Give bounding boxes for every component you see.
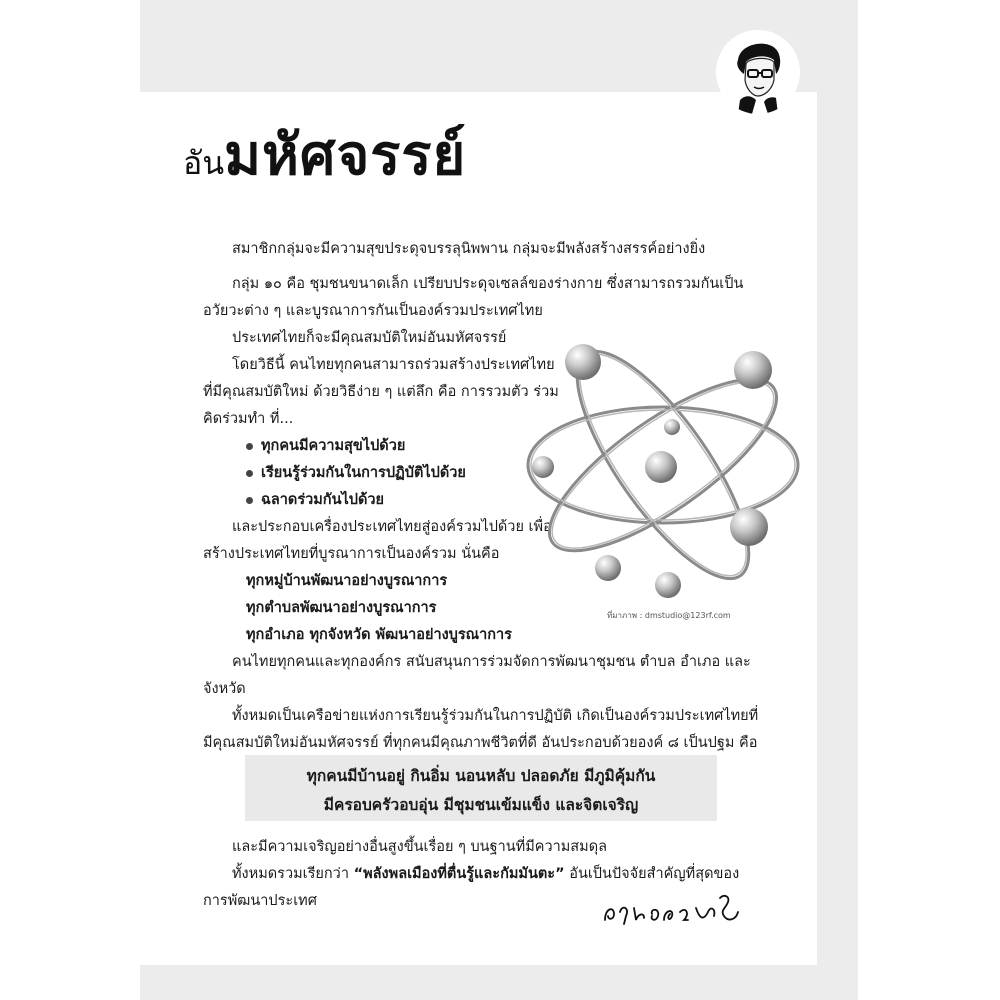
paragraph-line: ประเทศไทยก็จะมีคุณสมบัติใหม่อันมหัศจรรย์ — [232, 330, 507, 346]
title-prefix: อัน — [183, 144, 225, 182]
paragraph-line: ที่มีคุณสมบัติใหม่ ด้วยวิธีง่าย ๆ แต่ลึก คือ การรวมตัว ร่วม — [203, 384, 559, 400]
bullet-text: ฉลาดร่วมกันไปด้วย — [261, 492, 385, 508]
bullet-item — [246, 487, 384, 513]
paragraph-line: คนไทยทุกคนและทุกองค์กร สนับสนุนการร่วมจัดการพัฒนาชุมชน ตำบล อำเภอ และ — [232, 654, 751, 670]
image-credit: ที่มาภาพ : dmstudio@123rf.com — [607, 611, 731, 620]
atom-illustration — [525, 325, 810, 615]
paragraph-line: คิดร่วมทำ ที่... — [203, 411, 294, 427]
text-segment: ทั้งหมดรวมเรียกว่า — [232, 866, 354, 882]
paragraph-line: สร้างประเทศไทยที่บูรณาการเป็นองค์รวม นั่นคือ — [203, 546, 500, 562]
paragraph-line — [232, 861, 739, 887]
highlight-box — [245, 755, 717, 821]
bold-line: ทุกตำบลพัฒนาอย่างบูรณาการ — [246, 600, 437, 616]
bullet-dot-icon — [246, 497, 253, 504]
paragraph-line: โดยวิธีนี้ คนไทยทุกคนสามารถร่วมสร้างประเทศไทย — [232, 357, 555, 373]
paragraph-line: ทั้งหมดเป็นเครือข่ายแห่งการเรียนรู้ร่วมกันในการปฏิบัติ เกิดเป็นองค์รวมประเทศไทยที่ — [232, 708, 759, 724]
bullet-dot-icon — [246, 443, 253, 450]
bold-line: ทุกอำเภอ ทุกจังหวัด พัฒนาอย่างบูรณาการ — [246, 627, 512, 643]
text-segment: อันเป็นปัจจัยสำคัญที่สุดของ — [564, 866, 740, 882]
bold-line: ทุกหมู่บ้านพัฒนาอย่างบูรณาการ — [246, 573, 448, 589]
bullet-item — [246, 433, 405, 459]
paragraph-line: อวัยวะต่าง ๆ และบูรณาการกันเป็นองค์รวมประเทศไทย — [203, 303, 543, 319]
title-main: มหัศจรรย์ — [224, 123, 467, 188]
paragraph-line: และประกอบเครื่องประเทศไทยสู่องค์รวมไปด้วย เพื่อ — [232, 519, 552, 535]
highlight-line: มีครอบครัวอบอุ่น มีชุมชนเข้มแข็ง และจิตเจริญ — [323, 796, 639, 814]
paragraph-line: กลุ่ม ๑๐ คือ ชุมชนขนาดเล็ก เปรียบประดุจเซลล์ของร่างกาย ซึ่งสามารถรวมกันเป็น — [232, 276, 744, 292]
bullet-dot-icon — [246, 470, 253, 477]
paragraph-line: และมีความเจริญอย่างอื่นสูงขึ้นเรื่อย ๆ บนฐานที่มีความสมดุล — [232, 839, 608, 855]
bullet-text: เรียนรู้ร่วมกันในการปฏิบัติไปด้วย — [261, 465, 466, 481]
paragraph-line: การพัฒนาประเทศ — [203, 893, 317, 909]
signature-mark — [600, 890, 750, 930]
paragraph-line: มีคุณสมบัติใหม่อันมหัศจรรย์ ที่ทุกคนมีคุณภาพชีวิตที่ดี อันประกอบด้วยองค์ ๘ เป็นปฐม คือ — [203, 735, 758, 751]
bullet-item — [246, 460, 466, 486]
bullet-text: ทุกคนมีความสุขไปด้วย — [261, 438, 406, 454]
paragraph-line: สมาชิกกลุ่มจะมีความสุขประดุจบรรลุนิพพาน กลุ่มจะมีพลังสร้างสรรค์อย่างยิ่ง — [232, 241, 706, 257]
emphasis-text: “พลังพลเมืองที่ตื่นรู้และกัมมันตะ” — [353, 866, 565, 882]
highlight-line: ทุกคนมีบ้านอยู่ กินอิ่ม นอนหลับ ปลอดภัย มีภูมิคุ้มกัน — [306, 767, 656, 785]
paragraph-line: จังหวัด — [203, 681, 246, 697]
